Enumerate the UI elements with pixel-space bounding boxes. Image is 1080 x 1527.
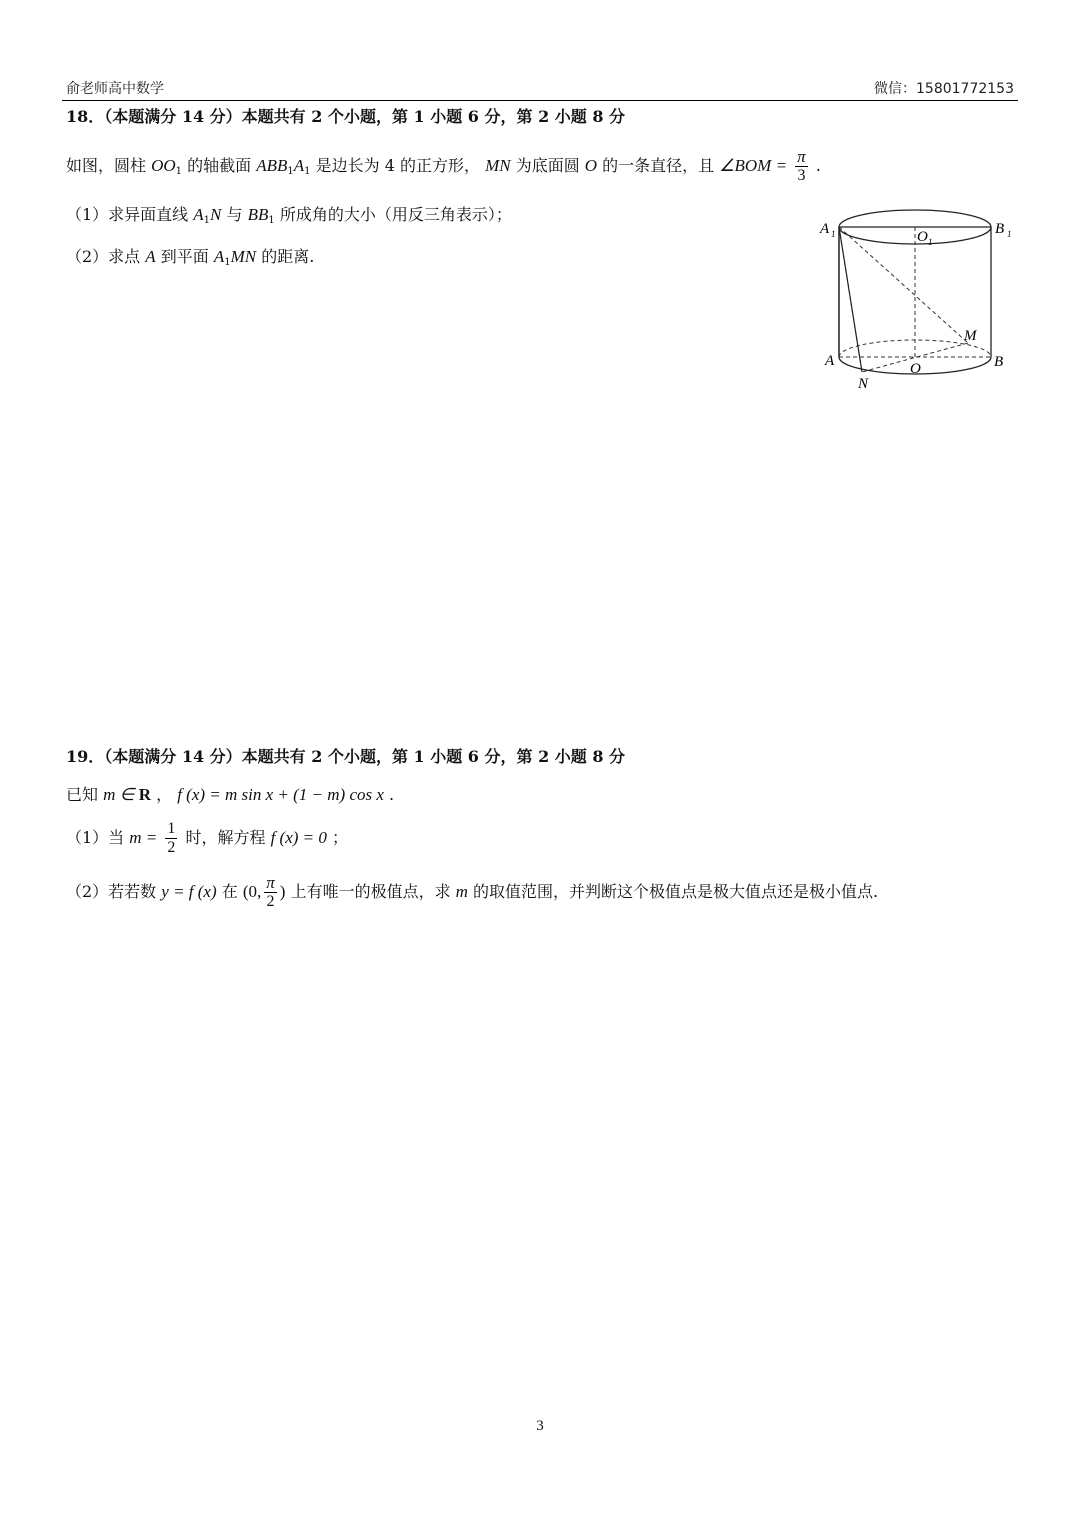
q18-stem-sub: 1	[304, 166, 311, 177]
q19-title: 19．（本题满分 14 分）本题共有 2 个小题，第 1 小题 6 分，第 2 小题 8 分	[66, 747, 626, 766]
q18-stem-math: ∠BOM =	[719, 156, 788, 175]
fraction-numerator: π	[266, 873, 275, 892]
q19-stem-math: m ∈	[103, 785, 139, 804]
fraction-numerator: π	[797, 147, 806, 166]
q18-title: 18．（本题满分 14 分）本题共有 2 个小题，第 1 小题 6 分，第 2 小题 8 分	[66, 107, 626, 126]
label-N: N	[858, 376, 869, 392]
q18-stem-sub: 1	[287, 166, 294, 177]
q19-p2-text: 在	[221, 882, 238, 901]
q19-p2-interval-open: (0,	[242, 882, 262, 901]
q19-p1-text: （1）当	[66, 828, 125, 847]
q18-stem-text: 的轴截面	[187, 156, 252, 175]
q18-p1-math: BB	[247, 205, 269, 224]
label-B: B	[994, 354, 1004, 370]
fraction-denominator: 3	[797, 167, 806, 184]
q18-stem-text: 是边长为 4 的正方形，	[315, 156, 480, 175]
label-A1: A	[820, 221, 830, 237]
label-O1-sub: 1	[928, 237, 933, 247]
q18-p2-text: 到平面	[160, 247, 209, 266]
q18-p1-sub: 1	[268, 215, 275, 226]
q19-p2-text: 的取值范围，并判断这个极值点是极大值点还是极小值点.	[473, 882, 879, 901]
label-B1-sub: 1	[1007, 229, 1012, 239]
q19-p2-math: y = f (x)	[161, 882, 217, 901]
q19-p2-fraction	[264, 874, 277, 911]
q18-stem-text: 如图，圆柱	[66, 156, 147, 175]
q19-p1-math: m =	[129, 828, 158, 847]
q19-p2-text: 上有唯一的极值点，求	[290, 882, 451, 901]
q19-stem	[66, 782, 394, 805]
label-O1: O	[917, 229, 928, 245]
q19-stem-text: .	[389, 785, 395, 804]
q18-stem-text: 的一条直径，且	[602, 156, 715, 175]
q18-p2-text: 的距离.	[261, 247, 315, 266]
q18-p1-text: 所成角的大小（用反三角表示）；	[279, 205, 512, 224]
q18-p2-math: A	[145, 247, 156, 266]
label-O: O	[910, 361, 921, 377]
q18-stem	[66, 148, 821, 185]
q19-p2-text: （2）若若数	[66, 882, 157, 901]
label-M: M	[964, 328, 977, 344]
q18-stem-math: A	[293, 156, 305, 175]
q18-stem-text: .	[815, 156, 821, 175]
q18-stem-math: MN	[485, 156, 511, 175]
q18-stem-math: O	[584, 156, 598, 175]
q19-part2	[66, 874, 878, 911]
q19-p1-fraction	[165, 820, 177, 857]
q18-p1-sub: 1	[203, 215, 211, 226]
q18-p1-text: （1）求异面直线	[66, 205, 189, 224]
q18-stem-math: ABB	[256, 156, 288, 175]
q18-stem-math: OO	[151, 156, 176, 175]
q19-stem-text: ，	[156, 785, 173, 804]
header-right: 微信：15801772153	[874, 81, 1014, 97]
q19-part1	[66, 820, 348, 857]
q19-p2-interval-close: )	[279, 882, 286, 901]
fraction-denominator: 2	[167, 839, 176, 856]
header-left: 俞老师高中数学	[66, 81, 164, 97]
header-divider	[62, 100, 1018, 101]
q18-p2-sub: 1	[224, 257, 231, 268]
q19-p2-math: m	[455, 882, 468, 901]
segment-A1N	[839, 227, 862, 372]
q18-p1-text: 与	[226, 205, 243, 224]
q18-stem-sub: 1	[175, 166, 183, 177]
q19-stem-R: R	[138, 785, 151, 804]
q19-p1-text: ；	[331, 828, 348, 847]
fraction-numerator: 1	[167, 820, 176, 837]
page-number: 3	[536, 1418, 544, 1434]
q18-p2-text: （2）求点	[66, 247, 141, 266]
q18-p1-math: N	[210, 205, 222, 224]
cylinder-figure	[810, 200, 1030, 400]
q19-p1-text: 时，解方程	[185, 828, 266, 847]
label-B1: B	[995, 221, 1005, 237]
q19-p1-math: f (x) = 0	[270, 828, 327, 847]
q18-part2	[66, 244, 314, 268]
q19-stem-text: 已知	[66, 785, 99, 804]
q18-stem-text: 为底面圆	[515, 156, 580, 175]
q18-p2-math: A	[213, 247, 225, 266]
label-A: A	[825, 353, 835, 369]
q18-p1-math: A	[193, 205, 204, 224]
q18-stem-fraction	[795, 148, 808, 185]
q18-part1	[66, 202, 512, 226]
q19-stem-math: f (x) = m sin x + (1 − m) cos x	[177, 785, 384, 804]
fraction-denominator: 2	[266, 893, 275, 910]
label-A1-sub: 1	[831, 229, 836, 239]
q18-p2-math: MN	[230, 247, 257, 266]
